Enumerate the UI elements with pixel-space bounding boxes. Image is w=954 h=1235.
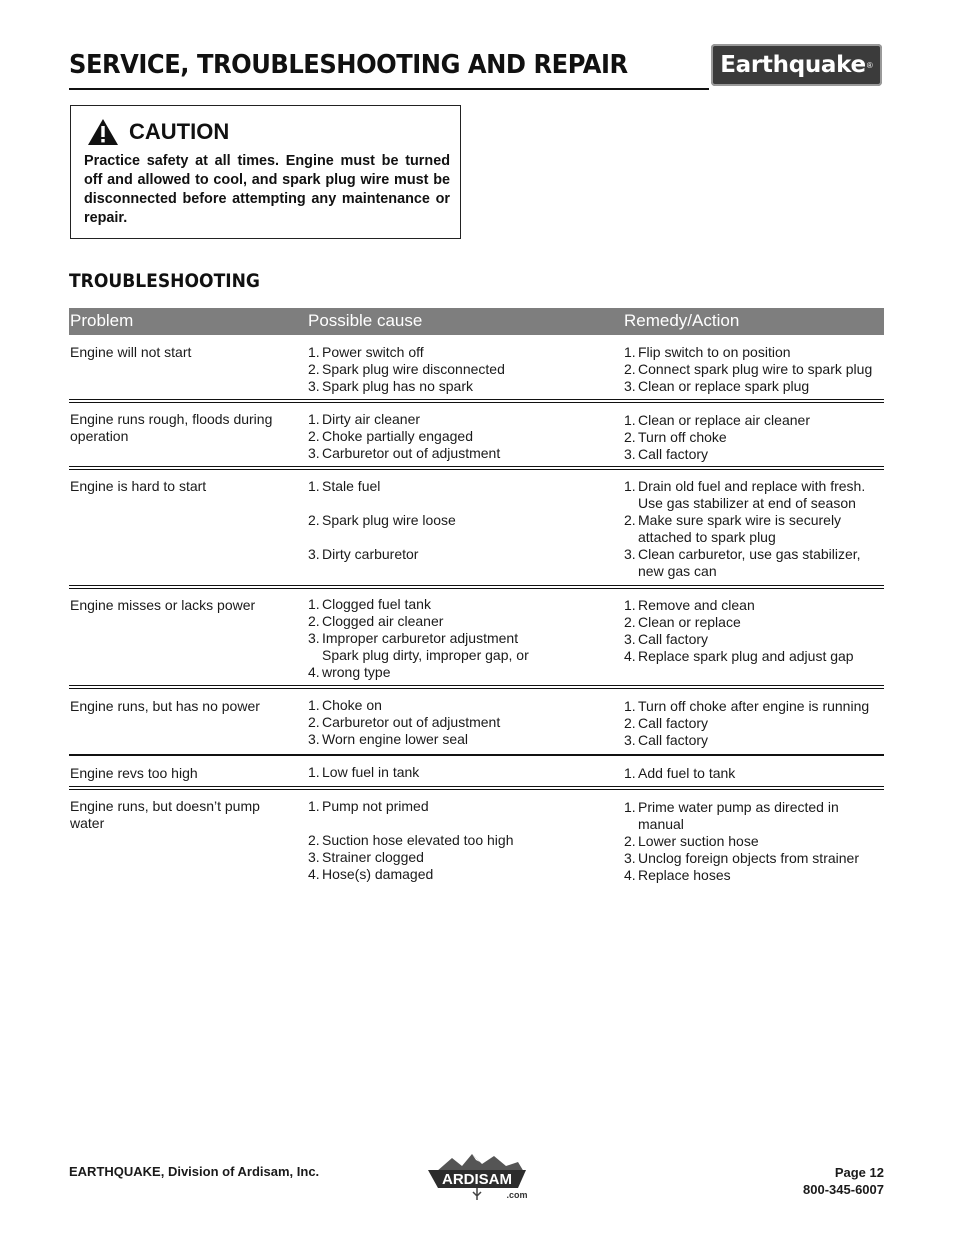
list-item: Turn off choke after engine is running xyxy=(638,698,870,714)
list-number: 2. xyxy=(308,832,320,848)
list-item: Clean or replace air cleaner xyxy=(638,412,810,428)
list-item: Carburetor out of adjustment xyxy=(322,445,501,461)
list-item: Lower suction hose xyxy=(638,833,759,849)
list-number: 1. xyxy=(308,764,320,780)
remedy-cell xyxy=(624,344,886,395)
column-header-problem: Problem xyxy=(70,311,134,330)
list-item: Low fuel in tank xyxy=(322,764,420,780)
list-number: 2. xyxy=(308,428,320,444)
list-number: 1. xyxy=(624,799,636,815)
caution-body: Practice safety at all times. Engine must be turned off and allowed to cool, and spark plug wire must be disconnected before attempting any maintenance or repair. xyxy=(84,153,450,226)
list-item: Strainer clogged xyxy=(322,849,424,865)
list-number: 2. xyxy=(308,361,320,377)
list-number: 3. xyxy=(308,630,320,646)
list-number: 4. xyxy=(624,867,636,883)
remedy-cell xyxy=(624,698,886,749)
list-number: 1. xyxy=(624,412,636,428)
remedy-cell xyxy=(624,765,886,782)
list-number: 3. xyxy=(308,378,320,394)
remedy-cell xyxy=(624,597,886,665)
row-separator xyxy=(69,786,884,790)
phone-number: 800-345-6007 xyxy=(803,1182,884,1197)
list-number: 2. xyxy=(624,833,636,849)
list-number: 3. xyxy=(624,631,636,647)
list-item: Flip switch to on position xyxy=(638,344,791,360)
list-item: Pump not primed xyxy=(322,798,429,814)
list-number: 3. xyxy=(624,546,636,562)
problem-cell: Engine misses or lacks power xyxy=(70,597,256,613)
section-title: TROUBLESHOOTING xyxy=(69,270,260,292)
logo-text: Earthquake xyxy=(720,52,866,78)
list-item: Spark plug has no spark xyxy=(322,378,473,394)
list-item: Remove and clean xyxy=(638,597,755,613)
list-item: Call factory xyxy=(638,715,709,731)
remedy-cell xyxy=(624,412,886,463)
list-item: Add fuel to tank xyxy=(638,765,736,781)
list-number: 1. xyxy=(308,596,320,612)
list-item: Dirty air cleaner xyxy=(322,411,421,427)
column-header-remedy: Remedy/Action xyxy=(624,311,740,330)
list-number: 3. xyxy=(624,850,636,866)
table-header xyxy=(69,308,884,335)
list-number: 4. xyxy=(624,648,636,664)
logo-subtext: .com xyxy=(506,1190,528,1200)
earthquake-logo xyxy=(711,44,882,86)
list-item: Clean or replace xyxy=(638,614,741,630)
list-number: 1. xyxy=(624,698,636,714)
problem-cell: Engine runs, but has no power xyxy=(70,698,260,714)
list-number: 1. xyxy=(308,798,320,814)
list-item: Drain old fuel and replace with fresh. Use gas stabilizer at end of season xyxy=(638,478,866,511)
list-number: 1. xyxy=(308,697,320,713)
list-item: Clean or replace spark plug xyxy=(638,378,810,394)
list-number: 4. xyxy=(308,664,320,680)
row-separator xyxy=(69,466,884,470)
list-number: 2. xyxy=(624,361,636,377)
list-number: 1. xyxy=(308,344,320,360)
list-item: Unclog foreign objects from strainer xyxy=(638,850,859,866)
cause-cell xyxy=(308,798,608,883)
list-item: Replace spark plug and adjust gap xyxy=(638,648,854,664)
column-header-possible-cause: Possible cause xyxy=(308,311,423,330)
list-item: Suction hose elevated too high xyxy=(322,832,514,848)
footer-page-info xyxy=(803,1164,884,1198)
list-item: Call factory xyxy=(638,631,709,647)
list-number: 3. xyxy=(624,378,636,394)
list-item: Prime water pump as directed in manual xyxy=(638,799,839,832)
list-item: Spark plug wire loose xyxy=(322,512,456,528)
list-number: 4. xyxy=(308,866,320,882)
list-item: Make sure spark wire is securely attached to spark plug xyxy=(638,512,842,545)
cause-cell xyxy=(308,764,608,781)
problem-cell: Engine will not start xyxy=(70,344,192,360)
list-item: Clogged fuel tank xyxy=(322,596,431,612)
list-number: 3. xyxy=(624,446,636,462)
list-number: 2. xyxy=(308,613,320,629)
list-item: Spark plug wire disconnected xyxy=(322,361,505,377)
page-number: Page 12 xyxy=(834,1165,884,1180)
list-item: Spark plug dirty, improper gap, or wrong type xyxy=(322,647,529,680)
footer-company: EARTHQUAKE, Division of Ardisam, Inc. xyxy=(69,1164,320,1179)
list-number: 2. xyxy=(308,512,320,528)
list-item: Clean carburetor, use gas stabilizer, new gas can xyxy=(638,546,861,579)
warning-triangle-icon xyxy=(87,118,119,146)
problem-cell: Engine revs too high xyxy=(70,765,198,781)
list-item: Stale fuel xyxy=(322,478,381,494)
list-number: 1. xyxy=(308,411,320,427)
ardisam-logo xyxy=(422,1148,532,1202)
list-number: 2. xyxy=(624,614,636,630)
row-separator xyxy=(69,399,884,403)
page-title: SERVICE, TROUBLESHOOTING AND REPAIR xyxy=(69,50,628,80)
list-item: Power switch off xyxy=(322,344,424,360)
title-rule xyxy=(69,88,709,90)
list-number: 1. xyxy=(624,344,636,360)
cause-cell xyxy=(308,478,608,563)
row-separator xyxy=(69,754,884,756)
list-number: 1. xyxy=(624,765,636,781)
caution-title: CAUTION xyxy=(129,119,230,144)
remedy-cell xyxy=(624,478,886,580)
cause-cell xyxy=(308,697,608,748)
cause-cell xyxy=(308,344,608,395)
list-item: Choke on xyxy=(322,697,382,713)
list-item: Clogged air cleaner xyxy=(322,613,444,629)
list-number: 1. xyxy=(308,478,320,494)
list-number: 3. xyxy=(308,546,320,562)
row-separator xyxy=(69,585,884,589)
list-item: Hose(s) damaged xyxy=(322,866,434,882)
list-number: 3. xyxy=(308,445,320,461)
cause-cell xyxy=(308,411,608,462)
list-number: 2. xyxy=(624,715,636,731)
list-item: Replace hoses xyxy=(638,867,731,883)
list-number: 2. xyxy=(624,512,636,528)
problem-cell: Engine is hard to start xyxy=(70,478,207,494)
list-item: Worn engine lower seal xyxy=(322,731,469,747)
list-item: Call factory xyxy=(638,732,709,748)
list-item: Carburetor out of adjustment xyxy=(322,714,501,730)
caution-header xyxy=(87,118,229,146)
list-number: 1. xyxy=(624,597,636,613)
list-number: 1. xyxy=(624,478,636,494)
cause-cell xyxy=(308,596,608,681)
list-item: Improper carburetor adjustment xyxy=(322,630,519,646)
remedy-cell xyxy=(624,799,886,884)
list-item: Call factory xyxy=(638,446,709,462)
list-item: Connect spark plug wire to spark plug xyxy=(638,361,873,377)
list-number: 3. xyxy=(308,849,320,865)
row-separator xyxy=(69,685,884,689)
list-number: 2. xyxy=(624,429,636,445)
list-item: Turn off choke xyxy=(638,429,727,445)
logo-registered-mark: ® xyxy=(866,60,873,70)
list-number: 3. xyxy=(624,732,636,748)
problem-cell: Engine runs rough, floods during operation xyxy=(70,411,273,444)
list-number: 3. xyxy=(308,731,320,747)
list-number: 2. xyxy=(308,714,320,730)
caution-box xyxy=(70,105,461,239)
problem-cell: Engine runs, but doesn’t pump water xyxy=(70,798,260,831)
list-item: Choke partially engaged xyxy=(322,428,473,444)
logo-text: ARDISAM xyxy=(442,1171,512,1188)
list-item: Dirty carburetor xyxy=(322,546,419,562)
